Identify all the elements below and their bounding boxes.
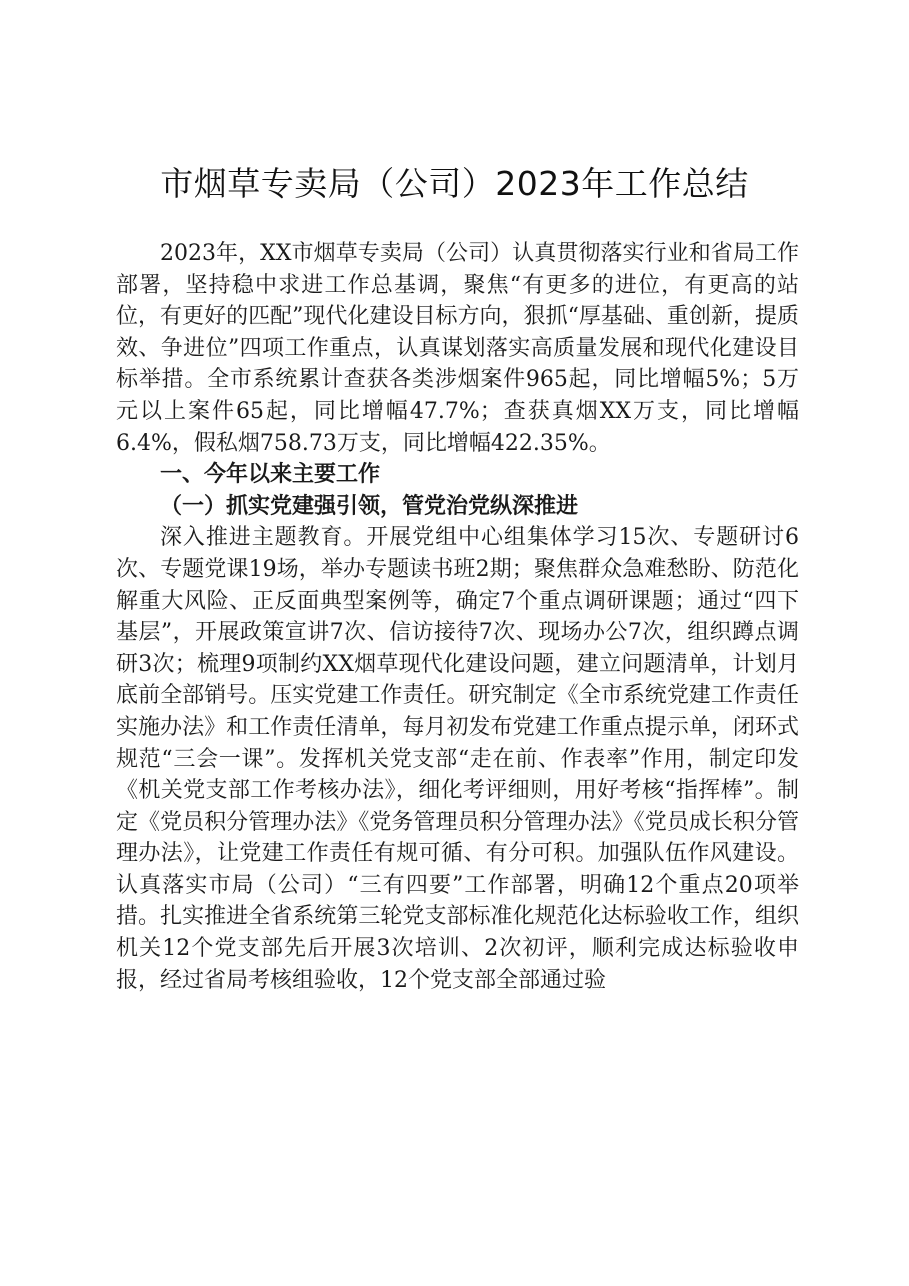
intro-paragraph: 2023年，XX市烟草专卖局（公司）认真贯彻落实行业和省局工作部署，坚持稳中求进工作总基调，聚焦“有更多的进位，有更高的站位，有更好的匹配”现代化建设目标方向，狠抓“厚基础、重创新，提质效、争进位”四项工作重点，认真谋划落实高质量发展和现代化建设目标举措。全市系统累计查获各类涉烟案件965起，同比增幅5%；5万元以上案件65起，同比增幅47.7%；查获真烟XX万支，同比增幅6.4%，假私烟758.73万支，同比增幅422.35%。 bbox=[116, 241, 799, 456]
document-title: 市烟草专卖局（公司）2023年工作总结 bbox=[160, 164, 749, 203]
section-heading: 一、今年以来主要工作 bbox=[160, 462, 381, 488]
body-paragraph: 深入推进主题教育。开展党组中心组集体学习15次、专题研讨6次、专题党课19场，举办专题读书班2期；聚焦群众急难愁盼、防范化解重大风险、正反面典型案例等，确定7个重点调研课题；通过“四下基层”，开展政策宣讲7次、信访接待7次、现场办公7次，组织蹲点调研3次；梳理9项制约XX烟草现代化建设问题，建立问题清单，计划月底前全部销号。压实党建工作责任。研究制定《全市系统党建工作责任实施办法》和工作责任清单，每月初发布党建工作重点提示单，闭环式规范“三会一课”。发挥机关党支部“走在前、作表率”作用，制定印发《机关党支部工作考核办法》，细化考评细则，用好考核“指挥棒”。制定《党员积分管理办法》《党务管理员积分管理办法》《党员成长积分管理办法》，让党建工作责任有规可循、有分可积。加强队伍作风建设。认真落实市局（公司）“三有四要”工作部署，明确12个重点20项举措。扎实推进全省系统第三轮党支部标准化规范化达标验收工作，组织机关12个党支部先后开展3次培训、2次初评，顺利完成达标验收申报，经过省局考核组验收，12个党支部全部通过验 bbox=[116, 525, 799, 993]
subsection-heading: （一）抓实党建强引领，管党治党纵深推进 bbox=[160, 492, 579, 519]
document-body bbox=[116, 238, 799, 996]
